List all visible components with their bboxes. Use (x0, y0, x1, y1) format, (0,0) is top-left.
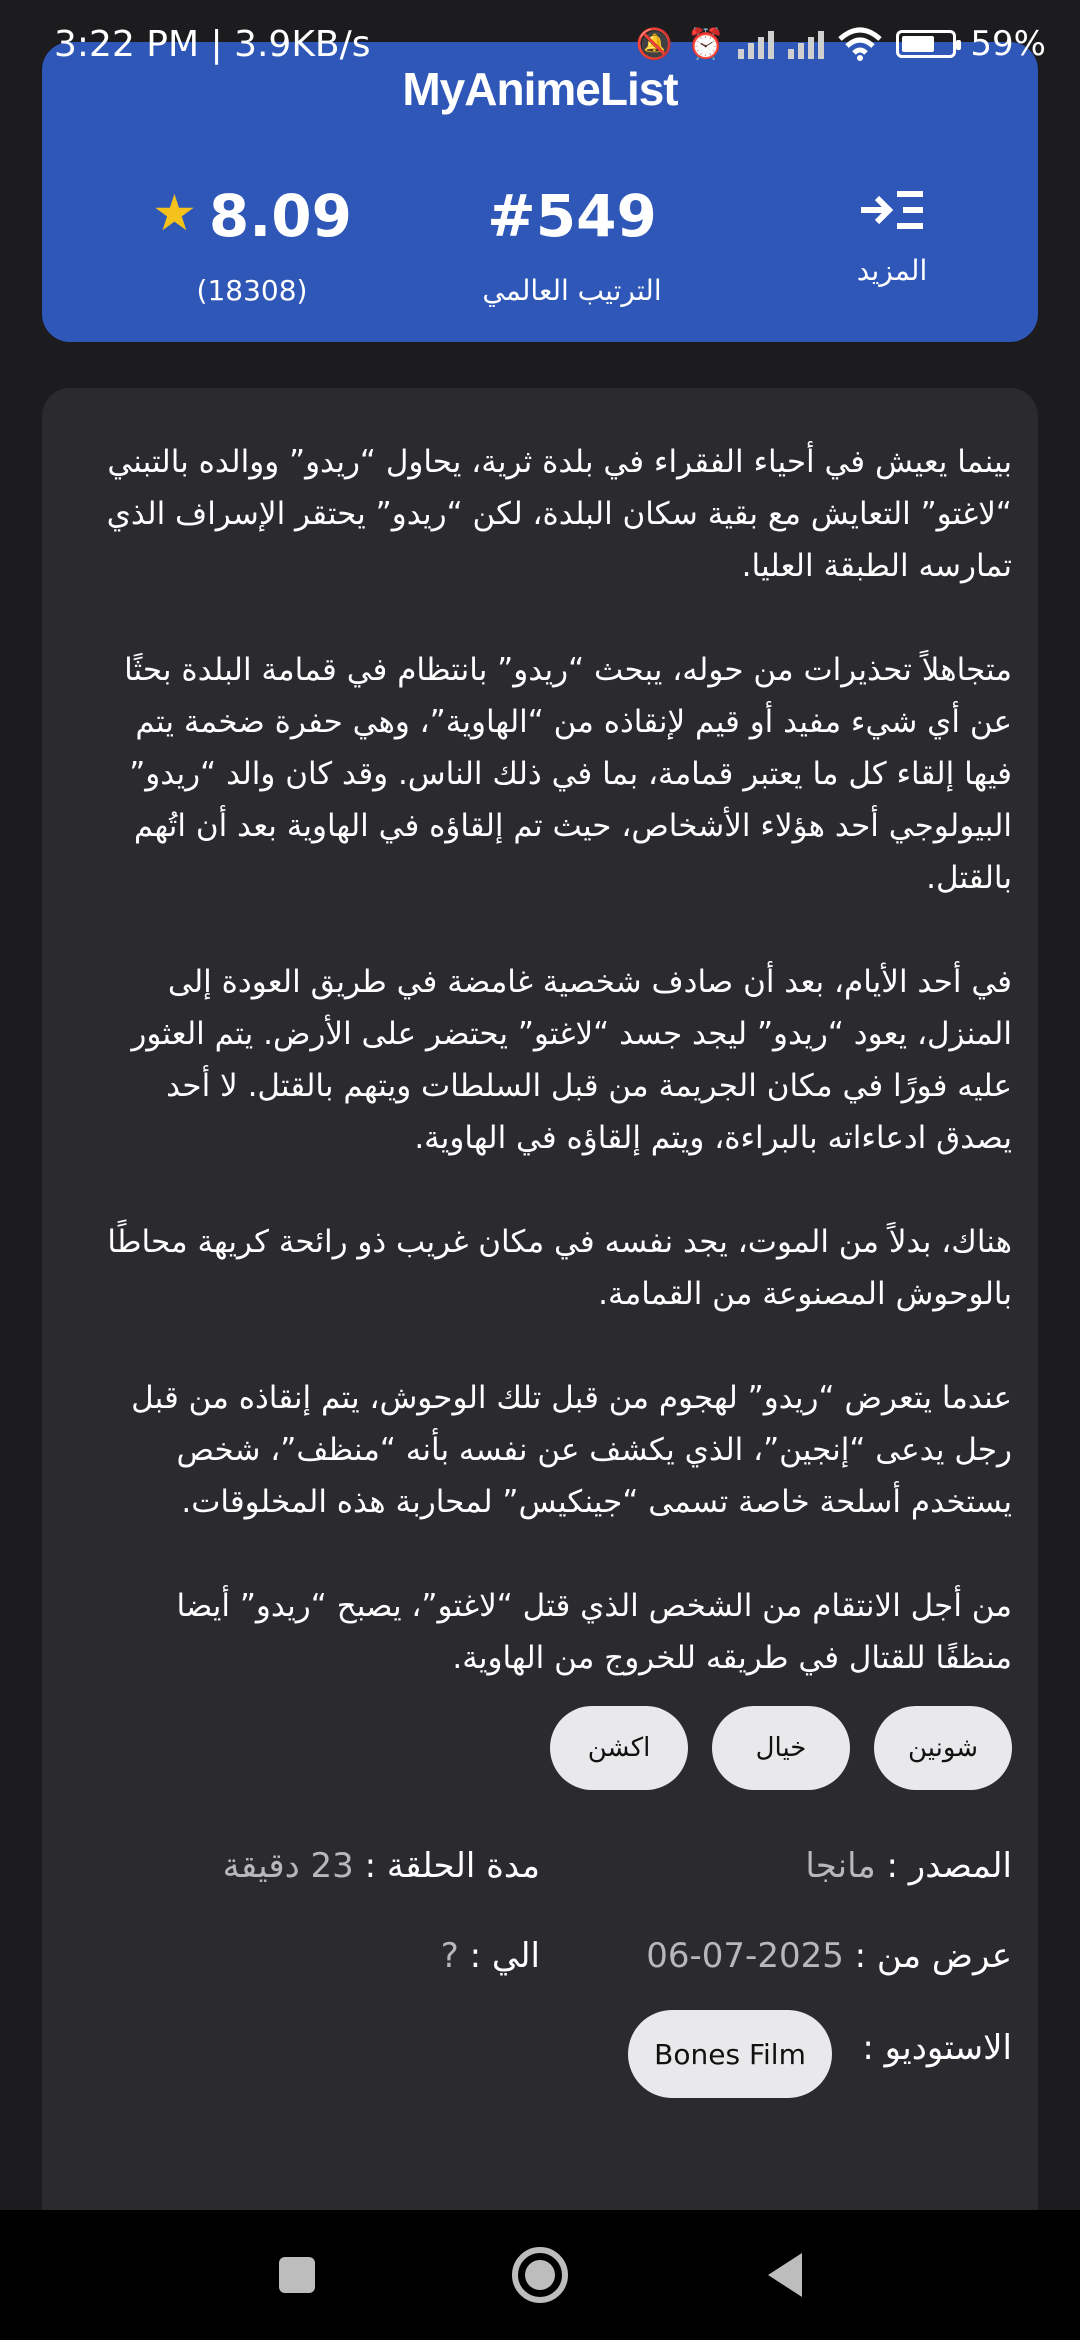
score-users: (18308) (196, 274, 308, 307)
aired-to-info (441, 1936, 540, 1976)
signal-icon-2 (788, 29, 824, 59)
status-time: 3:22 PM | 3.9KB/s (54, 24, 371, 65)
genre-chip-action[interactable]: اكشن (550, 1706, 688, 1790)
score-value: 8.09 (208, 182, 352, 250)
source-info (805, 1846, 1012, 1886)
studio-chip[interactable]: Bones Film (628, 2010, 832, 2098)
signal-icon (738, 29, 774, 59)
wifi-icon (838, 27, 882, 61)
more-button[interactable] (782, 182, 1002, 287)
aired-from-label: عرض من : (854, 1936, 1012, 1976)
battery-icon (896, 30, 956, 58)
system-nav-bar (0, 2210, 1080, 2340)
aired-from-info (646, 1936, 1012, 1976)
battery-percent: 59% (970, 24, 1046, 64)
status-icons (636, 24, 1046, 64)
back-button[interactable] (750, 2240, 820, 2310)
recent-apps-button[interactable] (262, 2240, 332, 2310)
home-button[interactable] (505, 2240, 575, 2310)
details-card (42, 388, 1038, 2288)
alarm-icon: ⏰ (687, 26, 725, 62)
synopsis-paragraph: من أجل الانتقام من الشخص الذي قتل “لاغتو”، يصبح “ريدو” أيضا منظفًا للقتال في طريقه للخروج من الهاوية. (176, 1588, 1012, 1676)
mute-icon: 🔕 (635, 26, 674, 62)
aired-to-label: الي : (469, 1936, 540, 1976)
synopsis-paragraph: بينما يعيش في أحياء الفقراء في بلدة ثرية، يحاول “ريدو” ووالده بالتبني “لاغتو” التعايش مع بقية سكان البلدة، لكن “ريدو” يحتقر الإسراف الذي تمارسه الطبقة العليا. (106, 444, 1012, 584)
rank-block (422, 182, 722, 307)
studio-label: الاستوديو : (862, 2028, 1012, 2068)
rank-label: الترتيب العالمي (482, 274, 662, 307)
episode-label: مدة الحلقة : (364, 1846, 540, 1886)
source-value: مانجا (805, 1846, 876, 1886)
genre-chips (550, 1706, 1012, 1790)
synopsis-paragraph: في أحد الأيام، بعد أن صادف شخصية غامضة في طريق العودة إلى المنزل، يعود “ريدو” ليجد جسد “لاغتو” يحتضر على الأرض. يتم العثور عليه فورًا في مكان الجريمة من قبل السلطات ويتهم بالقتل. لا أحد يصدق ادعاءاته بالبراءة، ويتم إلقاؤه في الهاوية. (131, 964, 1012, 1156)
score-block (102, 182, 402, 307)
synopsis-paragraph: عندما يتعرض “ريدو” لهجوم من قبل تلك الوحوش، يتم إنقاذه من قبل رجل يدعى “إنجين”، الذي يكشف عن نفسه بأنه “منظف”، شخص يستخدم أسلحة خاصة تسمى “جينكيس” لمحاربة هذه المخلوقات. (131, 1380, 1012, 1520)
more-label: المزيد (856, 254, 928, 287)
mal-logo: MyAnimeList (402, 63, 678, 115)
genre-chip-fantasy[interactable]: خيال (712, 1706, 850, 1790)
rank-value: #549 (487, 182, 657, 250)
episode-info (223, 1846, 540, 1886)
source-label: المصدر : (886, 1846, 1012, 1886)
synopsis-paragraph: هناك، بدلاً من الموت، يجد نفسه في مكان غريب ذو رائحة كريهة محاطًا بالوحوش المصنوعة من القمامة. (107, 1224, 1012, 1312)
synopsis (100, 436, 1012, 1736)
star-icon: ★ (152, 184, 197, 242)
synopsis-paragraph: متجاهلاً تحذيرات من حوله، يبحث “ريدو” بانتظام في قمامة البلدة بحثًا عن أي شيء مفيد أو قيم لإنقاذه من “الهاوية”، وهي حفرة ضخمة يتم فيها إلقاء كل ما يعتبر قمامة، بما في ذلك الناس. وقد كان والد “ريدو” البيولوجي أحد هؤلاء الأشخاص، حيث تم إلقاؤه في الهاوية بعد أن اتُهم بالقتل. (124, 652, 1012, 896)
aired-to-value: ? (440, 1936, 459, 1976)
episode-value: 23 دقيقة (222, 1846, 354, 1886)
more-icon (857, 182, 927, 238)
aired-from-value: 2025-07-06 (646, 1936, 844, 1976)
genre-chip-shounen[interactable]: شونين (874, 1706, 1012, 1790)
status-bar (0, 0, 1080, 96)
